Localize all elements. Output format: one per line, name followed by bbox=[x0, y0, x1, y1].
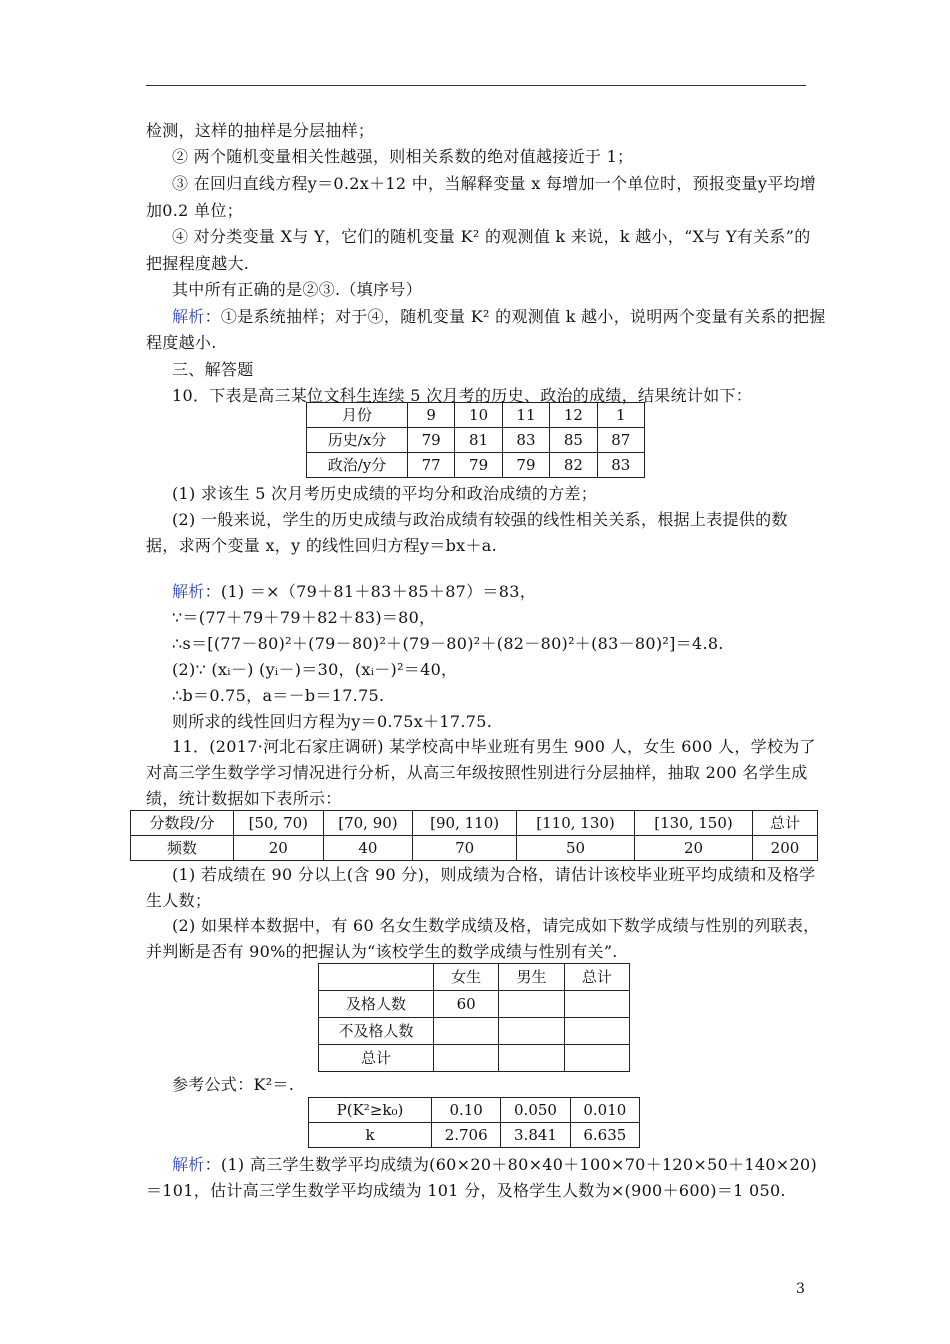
table-cell: 79 bbox=[502, 453, 549, 478]
table-cell: 6.635 bbox=[570, 1123, 639, 1148]
table-cell: 男生 bbox=[499, 964, 564, 991]
solution-line bbox=[172, 1155, 817, 1175]
table-cell: 不及格人数 bbox=[319, 1018, 434, 1045]
text-line: 加0.2 单位； bbox=[146, 201, 243, 220]
solution-line bbox=[172, 582, 536, 602]
table-contingency bbox=[318, 963, 630, 1072]
question-11-stem: 绩，统计数据如下表所示： bbox=[146, 789, 342, 808]
table-cell bbox=[434, 1018, 499, 1045]
text-line: ② 两个随机变量相关性越强，则相关系数的绝对值越接近于 1； bbox=[172, 147, 634, 166]
page-number: 3 bbox=[796, 1281, 805, 1297]
table-row bbox=[319, 964, 630, 991]
table-cell: 历史/x分 bbox=[307, 428, 408, 453]
question-10-part2: 据，求两个变量 x，y 的线性回归方程y＝bx＋a. bbox=[146, 536, 497, 555]
table-cell: 总计 bbox=[753, 811, 818, 836]
table-cell: 87 bbox=[597, 428, 644, 453]
table-cell: 81 bbox=[455, 428, 502, 453]
table-cell: 77 bbox=[408, 453, 455, 478]
table-cell: 分数段/分 bbox=[131, 811, 234, 836]
table-cell: 50 bbox=[517, 836, 635, 861]
table-cell: 政治/y分 bbox=[307, 453, 408, 478]
section-heading: 三、解答题 bbox=[172, 360, 254, 379]
table-row bbox=[309, 1123, 640, 1148]
analysis-text: ：①是系统抽样；对于④，随机变量 K² 的观测值 k 越小，说明两个变量有关系的把握 bbox=[204, 307, 826, 326]
table-cell: 12 bbox=[550, 403, 597, 428]
table-cell: [50, 70) bbox=[234, 811, 324, 836]
table-cell: 200 bbox=[753, 836, 818, 861]
analysis-line: 程度越小. bbox=[146, 333, 217, 352]
solution-line: ∵＝(77＋79＋79＋82＋83)＝80， bbox=[172, 608, 436, 627]
solution-label: 解析 bbox=[172, 1155, 205, 1174]
table-cell: 82 bbox=[550, 453, 597, 478]
table-cell: 70 bbox=[413, 836, 517, 861]
table-row bbox=[307, 403, 645, 428]
table-cell bbox=[564, 991, 629, 1018]
question-10-part2: (2) 一般来说，学生的历史成绩与政治成绩有较强的线性相关关系，根据上表提供的数 bbox=[172, 510, 788, 529]
question-11-stem: 对高三学生数学学习情况进行分析，从高三年级按照性别进行分层抽样，抽取 200 名学生成 bbox=[146, 763, 808, 782]
solution-text: ：(1) 高三学生数学平均成绩为(60×20＋80×40＋100×70＋120×50＋140×20) bbox=[204, 1155, 818, 1174]
table-cell: 9 bbox=[408, 403, 455, 428]
table-cell bbox=[564, 1045, 629, 1072]
table-cell bbox=[499, 1045, 564, 1072]
table-row bbox=[307, 453, 645, 478]
table-row bbox=[131, 836, 818, 861]
table-cell: 频数 bbox=[131, 836, 234, 861]
table-cell: k bbox=[309, 1123, 432, 1148]
table-row bbox=[309, 1098, 640, 1123]
table-cell: 2.706 bbox=[432, 1123, 501, 1148]
answer-line: 其中所有正确的是②③.（填序号） bbox=[172, 280, 422, 299]
table-row bbox=[319, 1045, 630, 1072]
table-cell: 及格人数 bbox=[319, 991, 434, 1018]
solution-line: (2)∵ (xᵢ－) (yᵢ－)＝30，(xᵢ－)²＝40， bbox=[172, 660, 458, 679]
table-row bbox=[131, 811, 818, 836]
solution-text: ：(1) ＝×（79＋81＋83＋85＋87）＝83， bbox=[204, 582, 537, 601]
table-row bbox=[319, 1018, 630, 1045]
solution-line: ∴s＝[(77－80)²＋(79－80)²＋(79－80)²＋(82－80)²＋(83－80)²]＝4.8. bbox=[172, 634, 724, 653]
table-cell: 0.050 bbox=[501, 1098, 570, 1123]
table-cell: 11 bbox=[502, 403, 549, 428]
table-cell bbox=[499, 991, 564, 1018]
table-cell: 20 bbox=[635, 836, 753, 861]
table-cell: 1 bbox=[597, 403, 644, 428]
question-11-part1: 生人数； bbox=[146, 891, 212, 910]
solution-line: 则所求的线性回归方程为y＝0.75x＋17.75. bbox=[172, 712, 493, 731]
table-cell: 79 bbox=[455, 453, 502, 478]
table-cell: [110, 130) bbox=[517, 811, 635, 836]
table-critical-values bbox=[308, 1097, 640, 1148]
table-cell: P(K²≥k₀) bbox=[309, 1098, 432, 1123]
table-cell: 79 bbox=[408, 428, 455, 453]
table-q10 bbox=[306, 402, 645, 478]
table-row bbox=[319, 991, 630, 1018]
table-cell: 83 bbox=[597, 453, 644, 478]
formula-line: 参考公式：K²＝. bbox=[172, 1075, 295, 1094]
text-line: 检测，这样的抽样是分层抽样； bbox=[146, 121, 375, 140]
question-10-stem: 10．下表是高三某位文科生连续 5 次月考的历史、政治的成绩，结果统计如下： bbox=[172, 386, 753, 405]
table-cell: [130, 150) bbox=[635, 811, 753, 836]
question-11-part2: 并判断是否有 90%的把握认为“该校学生的数学成绩与性别有关”. bbox=[146, 942, 618, 961]
analysis-label: 解析 bbox=[172, 307, 205, 326]
question-11-part1: (1) 若成绩在 90 分以上(含 90 分)，则成绩为合格，请估计该校毕业班平均成绩和及格学 bbox=[172, 865, 816, 884]
question-11-stem: 11．(2017·河北石家庄调研) 某学校高中毕业班有男生 900 人，女生 600 人，学校为了 bbox=[172, 737, 816, 756]
table-cell bbox=[499, 1018, 564, 1045]
table-cell: 总计 bbox=[564, 964, 629, 991]
table-cell: 月份 bbox=[307, 403, 408, 428]
question-11-part2: (2) 如果样本数据中，有 60 名女生数学成绩及格，请完成如下数学成绩与性别的列联表， bbox=[172, 916, 820, 935]
text-line: ③ 在回归直线方程y＝0.2x＋12 中，当解释变量 x 每增加一个单位时，预报变量y平均增 bbox=[172, 174, 817, 193]
table-cell: 60 bbox=[434, 991, 499, 1018]
solution-label: 解析 bbox=[172, 582, 205, 601]
table-cell bbox=[564, 1018, 629, 1045]
solution-line: ∴b＝0.75，a＝－b＝17.75. bbox=[172, 686, 385, 705]
text-line: ④ 对分类变量 X与 Y，它们的随机变量 K² 的观测值 k 来说，k 越小，“X与 Y有关系”的 bbox=[172, 227, 811, 246]
table-cell: 20 bbox=[234, 836, 324, 861]
header-rule bbox=[146, 85, 806, 86]
table-cell: 0.010 bbox=[570, 1098, 639, 1123]
solution-line: ＝101，估计高三学生数学平均成绩为 101 分，及格学生人数为×(900＋600)＝1 050. bbox=[146, 1181, 786, 1200]
table-row bbox=[307, 428, 645, 453]
table-cell: 3.841 bbox=[501, 1123, 570, 1148]
table-q11-scores bbox=[130, 810, 818, 861]
question-10-part1: (1) 求该生 5 次月考历史成绩的平均分和政治成绩的方差； bbox=[172, 484, 598, 503]
table-cell: 83 bbox=[502, 428, 549, 453]
analysis-line bbox=[172, 307, 826, 327]
table-cell: 85 bbox=[550, 428, 597, 453]
table-cell: 40 bbox=[323, 836, 413, 861]
table-cell: 10 bbox=[455, 403, 502, 428]
table-cell bbox=[319, 964, 434, 991]
table-cell: [70, 90) bbox=[323, 811, 413, 836]
table-cell: [90, 110) bbox=[413, 811, 517, 836]
table-cell: 总计 bbox=[319, 1045, 434, 1072]
text-line: 把握程度越大. bbox=[146, 254, 250, 273]
table-cell: 0.10 bbox=[432, 1098, 501, 1123]
table-cell: 女生 bbox=[434, 964, 499, 991]
table-cell bbox=[434, 1045, 499, 1072]
